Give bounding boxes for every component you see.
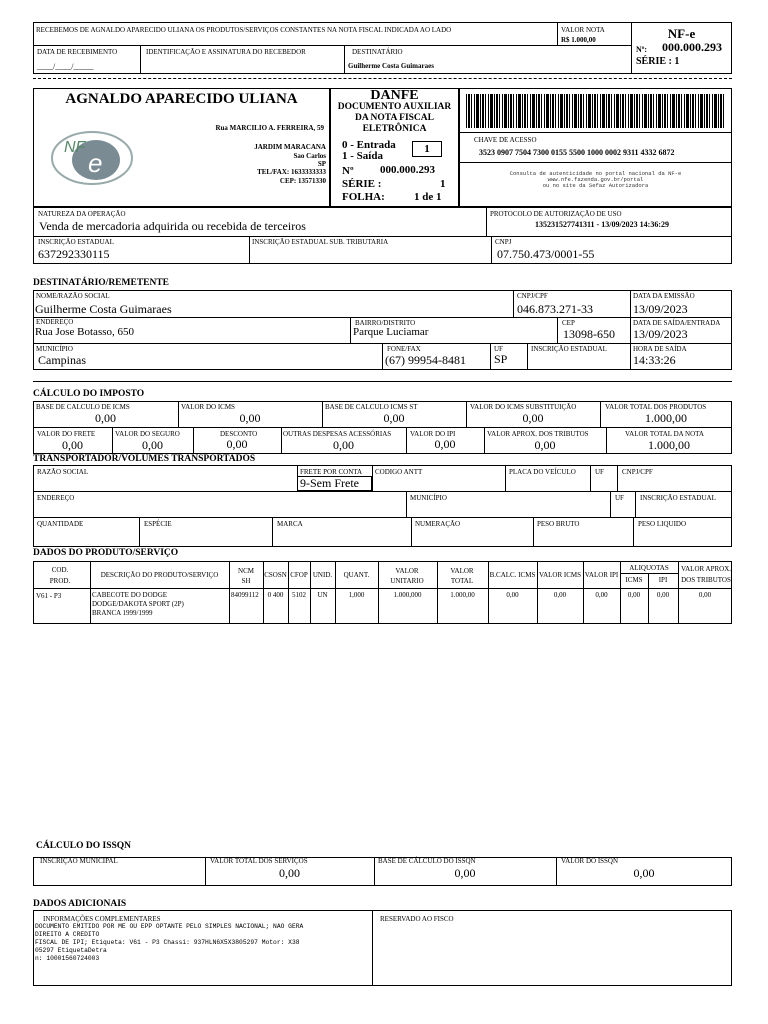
issqn-im-label: INSCRIÇÃO MUNICIPAL — [40, 857, 118, 865]
row-desc3: BRANCA 1999/1999 — [92, 609, 153, 617]
total-nota: 1.000,00 — [648, 438, 690, 452]
transp-marca-label: MARCA — [277, 520, 303, 528]
emitente-cidade: Sao Carlos — [293, 152, 326, 160]
row-vipi: 0,00 — [595, 591, 608, 599]
emitente-bairro: JARDIM MARACANA — [254, 143, 326, 151]
adicionais-section: DADOS ADICIONAIS — [33, 899, 127, 909]
transp-cnpj-label: CNPJ/CPF — [622, 468, 653, 476]
th-quant: QUANT. — [343, 571, 370, 579]
info-line-2: DIREITO A CREDITO — [35, 931, 100, 938]
canhoto-serie: SÉRIE : 1 — [636, 56, 680, 67]
dest-cep: 13098-650 — [563, 327, 615, 341]
transp-frete: 9-Sem Frete — [297, 476, 372, 491]
outras-label: OUTRAS DESPESAS ACESSÓRIAS — [283, 430, 392, 438]
cut-line — [33, 78, 732, 79]
dest-cnpj-label: CNPJ/CPF — [517, 292, 548, 300]
issqn-bc-label: BASE DE CÁLCULO DO ISSQN — [378, 857, 476, 865]
danfe-serie: 1 — [440, 178, 446, 190]
row-unid: UN — [317, 591, 328, 599]
bc-icms: 0,00 — [95, 411, 116, 425]
danfe-subtitle: DOCUMENTO AUXILIAR DA NOTA FISCAL ELETRÔNICA — [337, 102, 452, 134]
chave-label: CHAVE DE ACESSO — [474, 136, 537, 144]
issqn-servicos: 0,00 — [279, 866, 300, 880]
th-ncm: NCM SH — [238, 567, 254, 585]
canhoto-valor-label: VALOR NOTA — [561, 26, 605, 34]
row-cod: V61 - P3 — [36, 592, 62, 600]
aprox-label: VALOR APROX. DOS TRIBUTOS — [487, 430, 589, 438]
canhoto-valor: R$ 1.000,00 — [561, 36, 596, 44]
transp-bruto-label: PESO BRUTO — [537, 520, 580, 528]
cnpj-label: CNPJ — [495, 238, 512, 246]
aprox: 0,00 — [534, 438, 556, 452]
danfe-tipo-box: 1 — [412, 141, 442, 157]
issqn-valor-label: VALOR DO ISSQN — [561, 857, 619, 865]
issqn-section: CÁLCULO DO ISSQN — [36, 841, 132, 851]
ie: 637292330115 — [38, 247, 110, 261]
ie-label: INSCRIÇÃO ESTADUAL — [38, 238, 114, 246]
danfe-saida: 1 - Saída — [342, 150, 383, 162]
icms-label: VALOR DO ICMS — [181, 403, 235, 411]
dest-cnpj: 046.873.271-33 — [517, 302, 593, 316]
dest-municipio: Campinas — [38, 353, 86, 367]
row-aliq-ipi: 0,00 — [656, 591, 670, 599]
th-vicms: VALOR ICMS — [538, 571, 582, 579]
ipi: 0,00 — [434, 437, 456, 451]
icms: 0,00 — [239, 411, 261, 425]
issqn-bc: 0,00 — [454, 866, 476, 880]
dest-uf-label: UF — [494, 345, 503, 353]
canhoto-nfe: NF-e — [667, 26, 696, 41]
transp-antt-label: CODIGO ANTT — [375, 468, 423, 476]
transp-liquido-label: PESO LIQUIDO — [638, 520, 687, 528]
svg-text:e: e — [88, 148, 103, 178]
dest-emissao: 13/09/2023 — [633, 302, 688, 316]
canhoto-destinatario: Guilherme Costa Guimaraes — [348, 62, 434, 70]
dest-nome-label: NOME/RAZÃO SOCIAL — [36, 292, 110, 300]
row-ncm: 84099112 — [231, 591, 259, 599]
seguro-label: VALOR DO SEGURO — [115, 430, 180, 438]
natureza: Venda de mercadoria adquirida ou recebida de terceiros — [39, 219, 306, 233]
divider — [33, 381, 732, 382]
info-line-5: n: 10001560724003 — [35, 955, 100, 962]
data-recebimento-label: DATA DE RECEBIMENTO — [37, 48, 118, 56]
emitente-nome: AGNALDO APARECIDO ULIANA — [65, 91, 298, 107]
total-prod-label: VALOR TOTAL DOS PRODUTOS — [605, 403, 707, 411]
danfe-folha-label: FOLHA: — [342, 191, 385, 203]
row-cfop: 5102 — [292, 591, 306, 599]
dest-bairro: Parque Luciamar — [353, 326, 429, 338]
bc-icms-label: BASE DE CALCULO DE ICMS — [36, 403, 130, 411]
canhoto-recebemos: RECEBEMOS DE AGNALDO APARECIDO ULIANA OS PRODUTOS/SERVIÇOS CONSTANTES NA NOTA FISCAL INDICADA AO LADO — [36, 26, 452, 34]
dest-endereco: Rua Jose Botasso, 650 — [35, 326, 134, 338]
dest-uf: SP — [494, 352, 508, 366]
row-desc1: CABECOTE DO DODGE — [92, 591, 168, 599]
desconto: 0,00 — [226, 437, 248, 451]
transportador-section: TRANSPORTADOR/VOLUMES TRANSPORTADOS — [33, 454, 256, 464]
dest-hora: 14:33:26 — [633, 353, 676, 367]
frete-label: VALOR DO FRETE — [37, 430, 96, 438]
dest-saida: 13/09/2023 — [633, 327, 688, 341]
canhoto-destinatario-label: DESTINATÁRIO — [352, 48, 403, 56]
dest-municipio-label: MUNICÍPIO — [36, 345, 73, 353]
row-aliq-icms: 0,00 — [627, 591, 641, 599]
canhoto-numero-label: Nº: — [636, 45, 648, 54]
dest-emissao-label: DATA DA EMISSÃO — [633, 292, 695, 300]
bc-st-label: BASE DE CALCULO ICMS ST — [325, 403, 418, 411]
th-csosn: CSOSN — [264, 571, 287, 579]
dest-fone-label: FONE/FAX — [387, 345, 421, 353]
info-line-3: FISCAL DE IPI; Etiqueta: V61 - P3 Chassi: 937HLN6X5X3805297 Motor: X38 — [35, 939, 300, 946]
row-quant: 1,000 — [348, 591, 365, 599]
dest-endereco-label: ENDEREÇO — [36, 318, 74, 326]
consulta-1: Consulta de autenticidade no portal nacional da NF-e — [509, 170, 682, 177]
th-aliq-ipi: IPI — [658, 576, 668, 584]
transp-placa-label: PLACA DO VEÍCULO — [509, 468, 576, 476]
th-aliq-icms: ICMS — [625, 576, 643, 584]
transp-numeracao-label: NUMERAÇÃO — [415, 520, 461, 528]
th-vipi: VALOR IPI — [584, 571, 619, 579]
produtos-section: DADOS DO PRODUTO/SERVIÇO — [33, 548, 179, 558]
dest-nome: Guilherme Costa Guimaraes — [35, 302, 172, 316]
icms-st: 0,00 — [522, 411, 544, 425]
ipi-label: VALOR DO IPI — [410, 430, 456, 438]
danfe-serie-label: SÉRIE : — [342, 178, 382, 190]
row-desc2: DODGE/DAKOTA SPORT (2P) — [92, 600, 184, 608]
danfe-numero: 000.000.293 — [380, 164, 435, 176]
identificacao-label: IDENTIFICAÇÃO E ASSINATURA DO RECEBEDOR — [146, 48, 306, 56]
data-recebimento-blank[interactable]: ____/____/_____ — [37, 62, 94, 71]
iest-label: INSCRIÇÃO ESTADUAL SUB. TRIBUTARIA — [252, 238, 389, 246]
barcode — [466, 94, 726, 128]
danfe-numero-label: Nº — [342, 165, 354, 177]
fisco-label: RESERVADO AO FISCO — [380, 915, 454, 923]
info-line-1: DOCUMENTO EMITIDO POR ME OU EPP OPTANTE PELO SIMPLES NACIONAL; NAO GERA — [35, 923, 304, 930]
transp-especie-label: ESPÉCIE — [144, 520, 172, 528]
transportador-box — [33, 465, 732, 547]
dest-bairro-label: BAIRRO/DISTRITO — [355, 319, 416, 327]
protocolo-label: PROTOCOLO DE AUTORIZAÇÃO DE USO — [490, 210, 622, 218]
row-aprox: 0,00 — [698, 591, 712, 599]
dest-hora-label: HORA DE SAÍDA — [633, 345, 687, 353]
row-vtotal: 1.000,00 — [450, 591, 475, 599]
info-label: INFORMAÇÕES COMPLEMENTARES — [43, 915, 161, 923]
outras: 0,00 — [333, 438, 354, 452]
row-csosn: 0 400 — [267, 591, 284, 599]
emitente-endereco: Rua MARCILIO A. FERREIRA, 59 — [215, 124, 324, 132]
icms-st-label: VALOR DO ICMS SUBSTITUIÇÃO — [470, 403, 577, 411]
th-cfop: CFOP — [290, 571, 308, 579]
issqn-valor: 0,00 — [633, 866, 655, 880]
cnpj: 07.750.473/0001-55 — [497, 247, 595, 261]
dest-saida-label: DATA DE SAÍDA/ENTRADA — [633, 319, 721, 327]
seguro: 0,00 — [142, 438, 163, 452]
bc-st: 0,00 — [383, 411, 405, 425]
protocolo: 135231527741311 - 13/09/2023 14:36:29 — [535, 220, 669, 229]
dest-fone: (67) 99954-8481 — [385, 353, 466, 367]
frete: 0,00 — [62, 438, 83, 452]
transp-ie-label: INSCRIÇÃO ESTADUAL — [640, 494, 716, 502]
destinatario-section: DESTINATÁRIO/REMETENTE — [33, 278, 170, 288]
emitente-cep: CEP: 13571330 — [279, 177, 326, 185]
emitente-telfax: TEL/FAX: 1633333333 — [257, 168, 326, 176]
th-unid: UNID. — [312, 571, 333, 579]
row-vunit: 1.000,000 — [393, 591, 422, 599]
total-prod: 1.000,00 — [645, 411, 687, 425]
nfe-logo — [44, 128, 136, 190]
transp-frete-label: FRETE POR CONTA — [300, 468, 363, 476]
th-vunit: VALOR UNITARIO — [390, 567, 424, 585]
dest-ie-label: INSCRIÇÃO ESTADUAL — [531, 345, 607, 353]
danfe-title: DANFE — [370, 88, 419, 103]
th-vtotal: VALOR TOTAL — [450, 567, 474, 585]
chave-valor: 3523 0907 7504 7300 0155 5500 1000 0002 9311 4332 6872 — [479, 148, 675, 157]
imposto-section: CÁLCULO DO IMPOSTO — [33, 389, 145, 399]
transp-uf2-label: UF — [615, 494, 624, 502]
transp-qtd-label: QUANTIDADE — [37, 520, 84, 528]
consulta-3: ou no site da Sefaz Autorizadora — [542, 182, 649, 189]
row-bcicms: 0,00 — [506, 591, 519, 599]
transp-endereco-label: ENDEREÇO — [37, 494, 75, 502]
emitente-uf: SP — [317, 160, 326, 168]
info-line-4: 05297 EtiquetaDetra — [35, 947, 107, 954]
th-cod: COD. PROD. — [49, 566, 71, 585]
natureza-label: NATUREZA DA OPERAÇÃO — [38, 210, 126, 218]
row-vicms: 0,00 — [553, 591, 567, 599]
transp-razao-label: RAZÃO SOCIAL — [37, 468, 89, 476]
total-nota-label: VALOR TOTAL DA NOTA — [625, 430, 704, 438]
th-aprox: VALOR APROX. DOS TRIBUTOS — [680, 565, 732, 584]
issqn-servicos-label: VALOR TOTAL DOS SERVIÇOS — [210, 857, 308, 865]
dest-cep-label: CEP — [562, 319, 575, 327]
canhoto-numero: 000.000.293 — [662, 40, 722, 54]
th-aliq: ALIQUOTAS — [629, 564, 669, 572]
transp-municipio-label: MUNICÍPIO — [410, 494, 447, 502]
nfe-logo-text: NF — [64, 139, 86, 156]
desconto-label: DESCONTO — [220, 430, 258, 438]
transp-uf-label: UF — [595, 468, 604, 476]
th-desc: DESCRIÇÃO DO PRODUTO/SERVIÇO — [100, 571, 219, 579]
danfe-folha: 1 de 1 — [414, 191, 442, 203]
danfe-entrada: 0 - Entrada — [342, 139, 396, 151]
th-bcicms: B.CALC. ICMS — [489, 571, 536, 579]
consulta-2: www.nfe.fazenda.gov.br/portal — [547, 176, 644, 183]
